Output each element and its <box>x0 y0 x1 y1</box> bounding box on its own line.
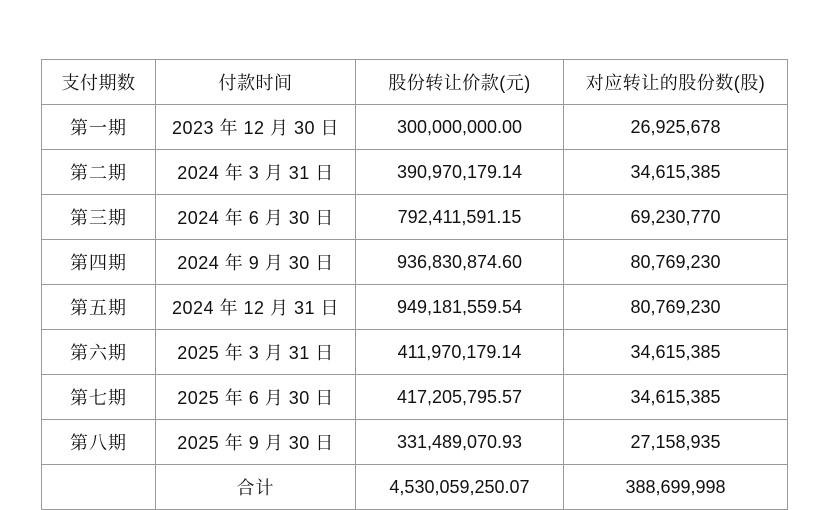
payment-schedule-table-container <box>41 59 787 510</box>
cell-period: 第三期 <box>42 195 156 240</box>
table-row <box>42 375 788 420</box>
table-row <box>42 150 788 195</box>
cell-payment-date: 2024 年 12 月 31 日 <box>156 285 356 330</box>
table-header <box>42 60 788 105</box>
cell-payment-date: 2024 年 6 月 30 日 <box>156 195 356 240</box>
cell-total-share-count: 388,699,998 <box>564 465 788 510</box>
cell-share-count: 27,158,935 <box>564 420 788 465</box>
payment-schedule-table <box>41 59 788 510</box>
cell-period: 第五期 <box>42 285 156 330</box>
cell-period: 第一期 <box>42 105 156 150</box>
cell-transfer-price: 331,489,070.93 <box>356 420 564 465</box>
cell-period: 第八期 <box>42 420 156 465</box>
cell-payment-date: 2024 年 9 月 30 日 <box>156 240 356 285</box>
cell-share-count: 26,925,678 <box>564 105 788 150</box>
cell-transfer-price: 417,205,795.57 <box>356 375 564 420</box>
cell-share-count: 34,615,385 <box>564 375 788 420</box>
cell-payment-date: 2023 年 12 月 30 日 <box>156 105 356 150</box>
table-row <box>42 195 788 240</box>
cell-period: 第二期 <box>42 150 156 195</box>
cell-payment-date: 2025 年 6 月 30 日 <box>156 375 356 420</box>
cell-payment-date: 2024 年 3 月 31 日 <box>156 150 356 195</box>
table-body <box>42 105 788 510</box>
cell-transfer-price: 390,970,179.14 <box>356 150 564 195</box>
cell-transfer-price: 936,830,874.60 <box>356 240 564 285</box>
cell-period: 第六期 <box>42 330 156 375</box>
cell-share-count: 34,615,385 <box>564 150 788 195</box>
cell-share-count: 80,769,230 <box>564 285 788 330</box>
table-header-row <box>42 60 788 105</box>
table-row <box>42 105 788 150</box>
table-row <box>42 285 788 330</box>
table-row <box>42 330 788 375</box>
column-header-transfer-price: 股份转让价款(元) <box>356 60 564 105</box>
cell-total-blank <box>42 465 156 510</box>
cell-share-count: 34,615,385 <box>564 330 788 375</box>
cell-transfer-price: 949,181,559.54 <box>356 285 564 330</box>
column-header-payment-date: 付款时间 <box>156 60 356 105</box>
column-header-period: 支付期数 <box>42 60 156 105</box>
cell-transfer-price: 300,000,000.00 <box>356 105 564 150</box>
table-total-row <box>42 465 788 510</box>
cell-transfer-price: 792,411,591.15 <box>356 195 564 240</box>
cell-total-transfer-price: 4,530,059,250.07 <box>356 465 564 510</box>
cell-period: 第七期 <box>42 375 156 420</box>
table-row <box>42 240 788 285</box>
cell-total-label: 合计 <box>156 465 356 510</box>
table-row <box>42 420 788 465</box>
column-header-share-count: 对应转让的股份数(股) <box>564 60 788 105</box>
cell-transfer-price: 411,970,179.14 <box>356 330 564 375</box>
cell-share-count: 69,230,770 <box>564 195 788 240</box>
cell-period: 第四期 <box>42 240 156 285</box>
cell-payment-date: 2025 年 9 月 30 日 <box>156 420 356 465</box>
cell-share-count: 80,769,230 <box>564 240 788 285</box>
cell-payment-date: 2025 年 3 月 31 日 <box>156 330 356 375</box>
